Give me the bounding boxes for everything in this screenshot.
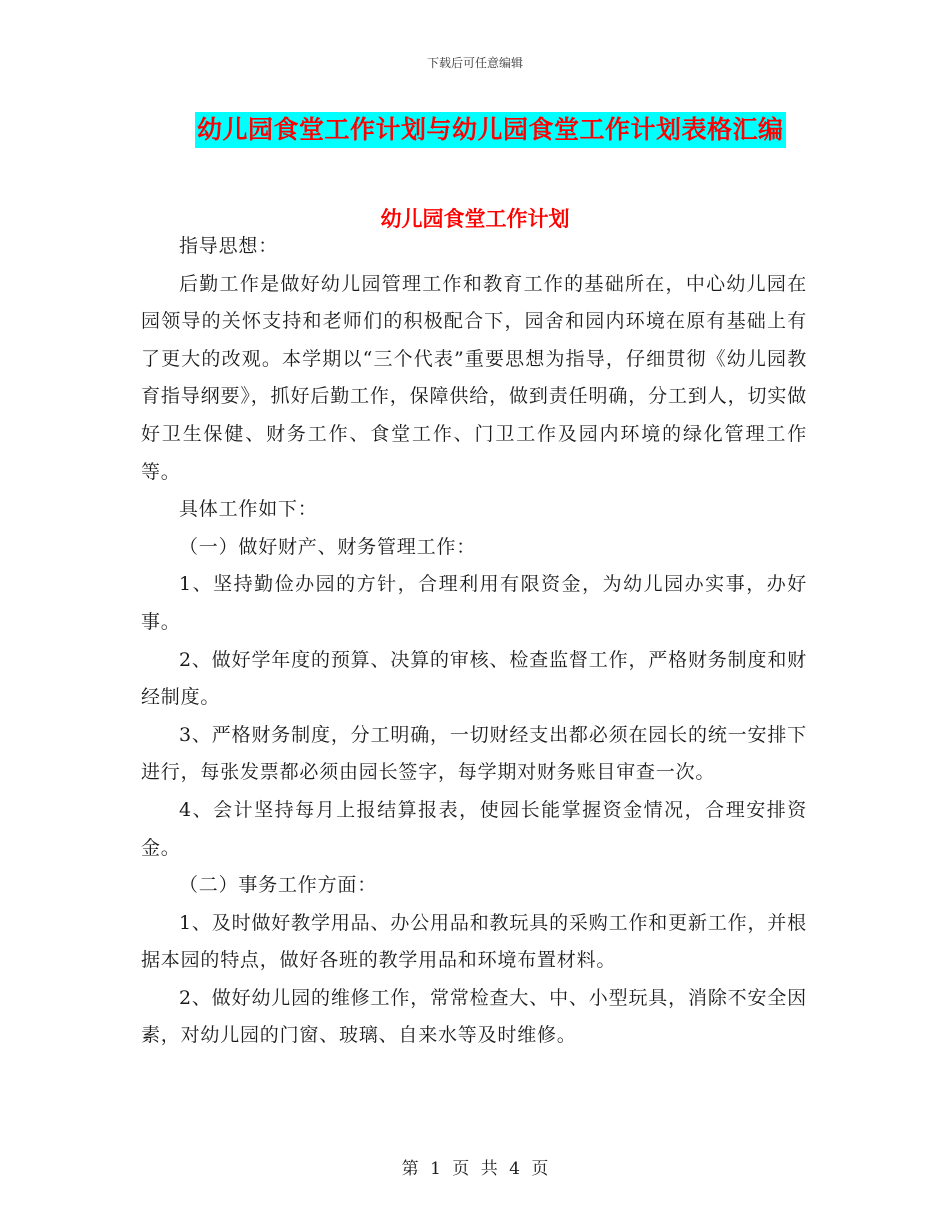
section-title: 幼儿园食堂工作计划 — [380, 206, 570, 231]
paragraph-finance-item-1: 1、坚持勤俭办园的方针，合理利用有限资金，为幼儿园办实事，办好事。 — [141, 573, 807, 633]
paragraph-finance-item-3: 3、严格财务制度，分工明确，一切财经支出都必须在园长的统一安排下进行，每张发票都必须由园长签字，每学期对财务账目审查一次。 — [141, 723, 807, 784]
paragraph-finance-item-2: 2、做好学年度的预算、决算的审核、检查监督工作，严格财务制度和财经制度。 — [141, 648, 807, 709]
paragraph-intro: 后勤工作是做好幼儿园管理工作和教育工作的基础所在，中心幼儿园在园领导的关怀支持和老师们的积极配合下，园舍和园内环境在原有基础上有了更大的改观。本学期以“三个代表”重要思想为指导，仔细贯彻《幼儿园教育指导纲要》，抓好后勤工作，保障供给，做到责任明确，分工到人，切实做好卫生保健、财务工作、食堂工作、门卫工作及园内环境的绿化管理工作等。 — [141, 272, 807, 483]
paragraph-guiding-thought: 指导思想： — [179, 235, 279, 257]
paragraph-work-list-heading: 具体工作如下： — [179, 498, 318, 521]
document-body — [141, 228, 807, 1055]
paragraph-affairs-item-2: 2、做好幼儿园的维修工作，常常检查大、中、小型玩具，消除不安全因素，对幼儿园的门窗、玻璃、自来水等及时维修。 — [141, 986, 807, 1047]
document-title: 幼儿园食堂工作计划与幼儿园食堂工作计划表格汇编 — [195, 112, 786, 148]
paragraph-affairs-heading: （二）事务工作方面： — [179, 874, 378, 897]
paragraph-finance-item-4: 4、会计坚持每月上报结算报表，使园长能掌握资金情况，合理安排资金。 — [141, 798, 807, 859]
paragraph-affairs-item-1: 1、及时做好教学用品、办公用品和教玩具的采购工作和更新工作，并根据本园的特点，做好各班的教学用品和环境布置材料。 — [141, 911, 807, 972]
header-note: 下载后可任意编辑 — [426, 56, 523, 70]
paragraph-finance-heading: （一）做好财产、财务管理工作： — [179, 535, 477, 558]
page-footer: 第 1 页 共 4 页 — [401, 1159, 549, 1179]
